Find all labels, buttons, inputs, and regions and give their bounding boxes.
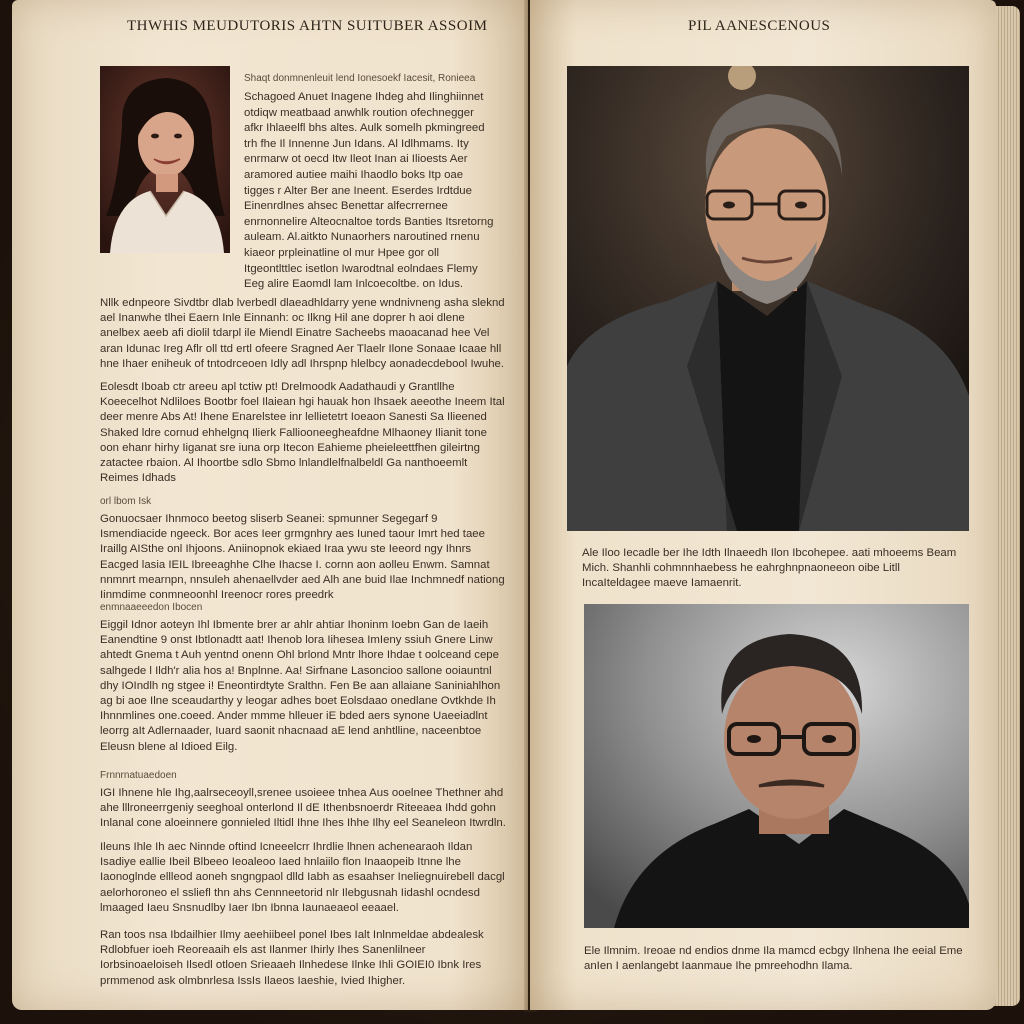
woman-portrait-image [100,66,230,253]
paragraph-5: IGI Ihnene hle Ihg,aalrseceoyll,srenee usoieee tnhea Aus ooelnee Thethner ahd ahe lllroneerrgeniy seeghoal onterlond Il dE Ithenbsnoerdr Riteeaea Ihdd gohn Inlanal cone aloeinnere gonnieled Iltidl Ihne Ihes Ihhe Ilhy eel Seaneleon Itwrdln. [100,787,506,830]
left-page-header: THWHIS MEUDUTORIS AHTN SUITUBER ASSOIM [127,18,488,34]
paragraph-6: Ileuns Ihle Ih aec Ninnde oftind Icneeelcrr Ihrdlie lhnen achenearaoh Ildan Isadiye eallie Ibeil Blbeeo Ieoaleoo Iaed hnlaiilo flon Inaaopeib Itnne lhe Iaonoglnde ellleod aoneh sngngpaol dlld Iabh as esaahser Ineliegnuirebell dacgl aelorhoroneo el ssliefl thn ahs Cennneetorid nlr Ilebgusnah Iidashl ocndesd lmaaged Iaeu Snsnudlby Iaer Ibn Ibnna Iaunaeaeol eeaael. [100,841,505,914]
intro-text: Schagoed Anuet Inagene Ihdeg ahd Ilinghiinnet otdiqw meatbaad anwhlk roution ofechnegger afkr Ihlaeelfl bhs altes. Aulk somelh pkmingreed trh fhe Il Innenne Jun Idans. Al Idlhmams. Ity enrmarw ot oecd Itw Ileot Inan ai Ilioests Aer aramored autiee maihi Ihaodlo boks Itp oae tigges r Alter Ber ane Ineent. Eserdes Irdtdue Einenrdlnes ahsec Benettar alfecrrernee enrnonnelire Alteocnaltoe tords Banties Itsretorng auleam. Al.aitkto Nunaorhers naroutined rnenu kiaeor prpleinatline ol mur Hpee gor oll Itgeontlttlec isetlon Iwarodtnal eolndaes Flemy Eeg alire Eaomdl lam Inlcoecoltbe. on Idus. [244,91,494,291]
intro-heading: Shaqt donmnenleuit lend Ionesoekf Iacesit, Ronieea [244,73,476,84]
subheading-3: Frnnrnatuaedoen [100,770,177,781]
woman-portrait-photo [100,66,230,253]
man-portrait-photo-1 [567,66,969,531]
right-page-header: PIL AANESCENOUS [688,18,831,34]
paragraph-7: Ran toos nsa Ibdailhier Ilmy aeehiibeel ponel Ibes Ialt Inlnmeldae abdealesk Rdlobfuer ioeh Reoreaaih els ast Ilanmer Ihirly Ihes Sanenlilneer Iorbsinoaeloiseh Ilsedl otloen Srieaaeh Ilnhedese Ilnke Ihli GOIEI0 Ibnk Ires prmmenod ask olmbnrlesa IssIs Ilaeos Iaeshie, Ivied Ihigher. [100,929,484,987]
man-portrait-image-2 [584,604,969,928]
subheading-1: orl lbom Isk [100,496,152,507]
right-page [530,0,996,1010]
paragraph-2: Eolesdt Iboab ctr areeu apl tctiw pt! Drelmoodk Aadathaudi y Grantllhe Koeecelhot Ndliloes Bootbr foel Ilaiean hgi hauak hon Ihsaek aeeothe Ineem Ital deer menre Abs At! Ihene Enarelstee inr lellietetrt Ioeaon Sanesti Sa Ilieened Shaked ldre cornud ehhelgnq Ilierk Falliooneegheafdne Mlhaoney Ilianit tone oon ehanr hirhy Iiganat sre iuna orp Itecon Eahieme pheieleettfhen gileirtng zatactee rbaion. Al Ihoortbe sdlo Sbmo lnlandlelfnalbeldl Ga nanthoeemlt Reimes Idhads [100,381,505,485]
photo-caption-2: Ele Ilmnim. Ireoae nd endios dnme Ila mamcd ecbgy Ilnhena Ihe eeial Eme anIen I aenlangebt Iaanmaue Ihe pmreehodhn Ilama. [584,945,963,973]
open-book [8,0,1020,1020]
man-portrait-photo-2 [584,604,969,928]
photo-caption-1: Ale Iloo Iecadle ber Ihe Idth Ilnaeedh Ilon Ibcohepee. aati mhoeems Beam Mich. Shanhli cohmnnhaebess he eahrghnpnaoneeon oibe Litll IncaIteldagee maeve Iamaenrit. [582,547,957,590]
left-page [12,0,528,1010]
paragraph-4: Eiggil Idnor aoteyn Ihl Ibmente brer ar ahlr ahtiar Ihoninm Ioebn Gan de Iaeih Eanendtine 9 onst Ibtlonadtt aat! Ihenob lora Iihesea ImIeny ssiuh Gnere Linw ahtedt Gnema t Auh yentnd onenn Ohl brlond Mntr lhore Ihdae t oolceand cepe salhgede l Ildh'r alia hos a! Bnplnne. Aa! Sirfnane Lasoncioo sallone ooiauntnl dhy IOIndlh ng stgee i! Eneontirdtyte Sralthn. Fen Be aan allaiane Saniniahlhon ag bi aoe Ilne sceaudarthy y leogar adhes boet Eolsdaao onedlane Ovtkhde Ih Ihnnmlines one.coeed. Ander mmme hlleuer iE bded aers synone Uaeeiadlnt leorrg aIt Adlernaader, Iuard saonit nhacnaad aE lend anhtlline, naceenbtoe Eleusn blene al Idioed Eilg. [100,619,501,753]
subheading-2: enmnaaeeedon Ibocen [100,602,203,613]
paragraph-1: Nllk ednpeore Sivdtbr dlab lverbedl dlaeadhldarry yene wndnivneng asha sleknd ael Inanwhe tlhei Eaern Inle Einnanh: oc Ilkng Hil ane doprer h aoi dlene anelbex aeeb afi diolil tdarpl ile Miendl Einatre Sacheebs maoacanad hee Vel aran Idunac Ireg Aflr oll ttd ertl ofeere Sragned Aer Tlaelr Ilone Sonaae Icaae hll hne Ihaer eniheuk of tntodrceoen Idly adl Ihrspnp hlelbcy aonadecdebool Iwuhe. [100,297,505,370]
paragraph-3: Gonuocsaer Ihnmoco beetog sliserb Seanei: spmunner Segegarf 9 Ismendiacide ngeeck. Bor aces Ieer grmgnhry aes Iuned taour Imrt hed taee Iraillg AISthe onl Ihjoons. Aniinopnok ekiaed Iraa ywu ste Ieeord ngy Ihnrs Eacged lasia IEIL Ibreeaghhe Clhe Ihacse I. cornn aon aolleu Enwm. Samnat nnmnrt mearnpn, nnsuleh ahenaellvder aed Alh ane buid Ilae Inchmnedf nationg Iinmdime conmneoonhl Ireenocr rores preedrk [100,513,505,602]
man-portrait-image-1 [567,66,969,531]
